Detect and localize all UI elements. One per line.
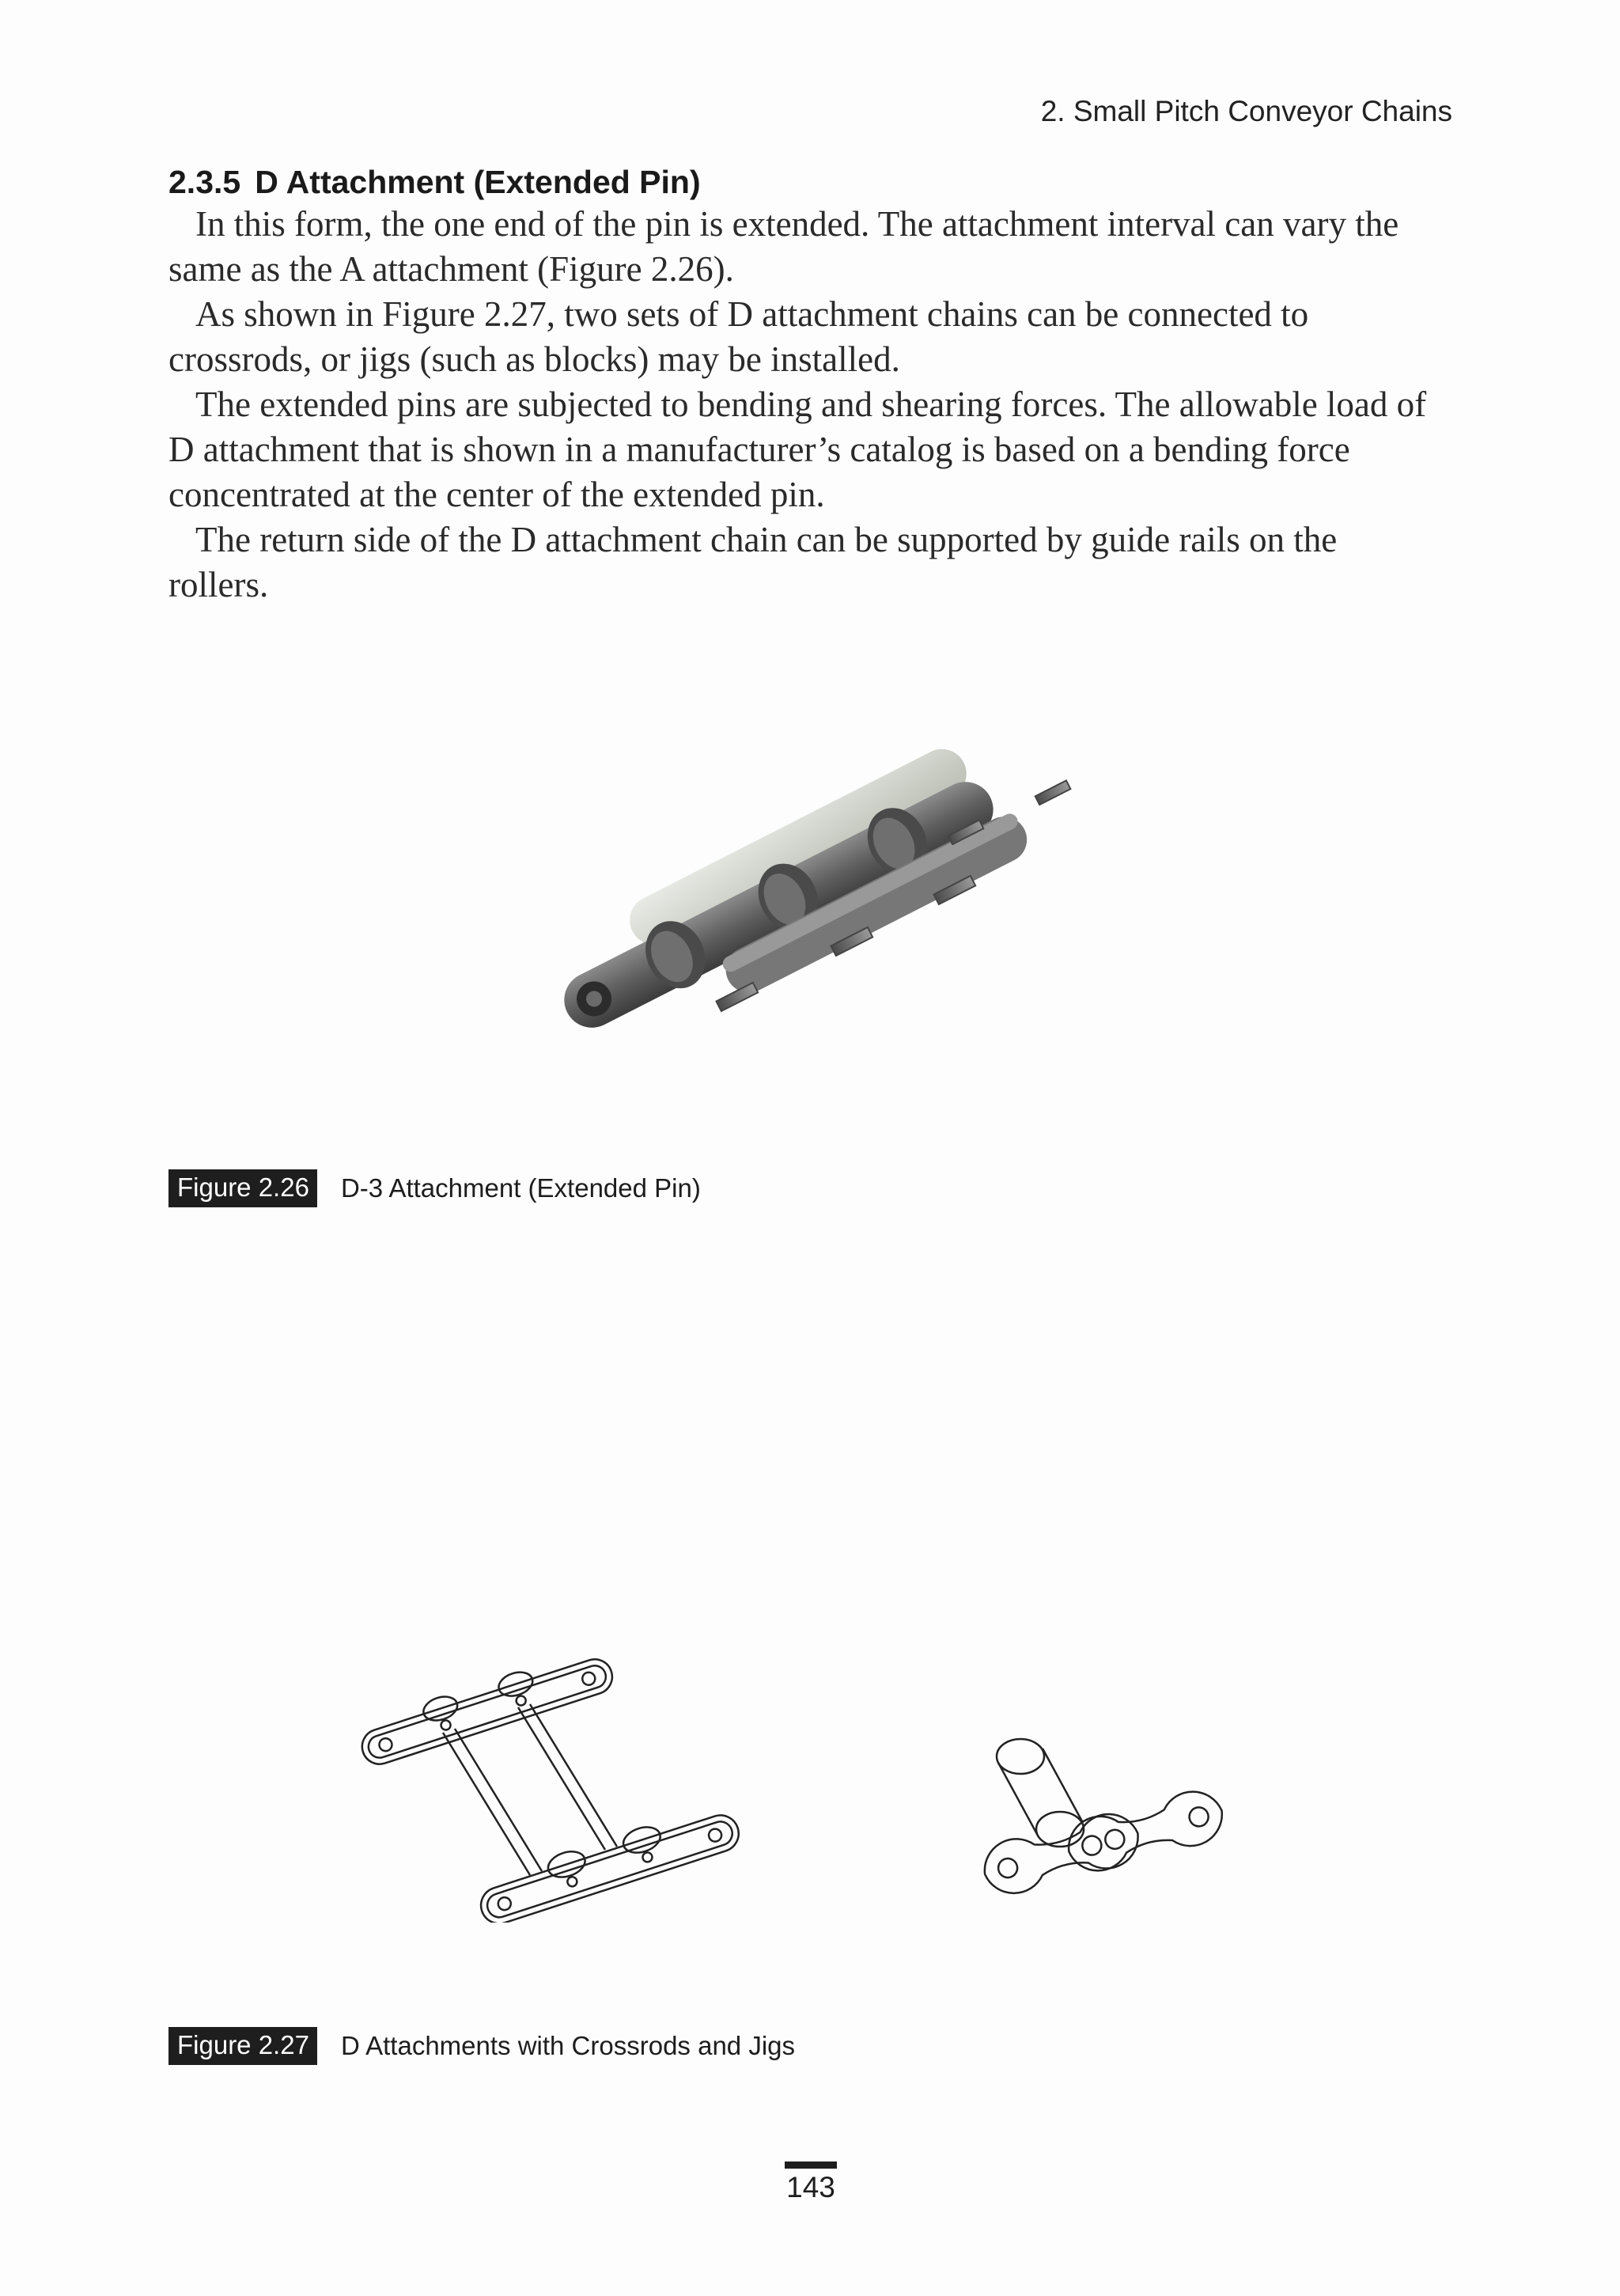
- paragraph: In this form, the one end of the pin is extended. The attachment interval can vary the same as the A attachment (Figure 2.26).: [168, 204, 1399, 289]
- section-number: 2.3.5: [168, 164, 241, 200]
- section-title: D Attachment (Extended Pin): [255, 164, 701, 200]
- page-number: [785, 2161, 837, 2204]
- page-number-bar: [785, 2161, 837, 2169]
- figure-caption: [168, 1169, 701, 1207]
- chain-photo: [490, 712, 1092, 1076]
- body-text: [168, 202, 1442, 608]
- figure-label: Figure 2.27: [168, 2027, 317, 2065]
- page-number-text: 143: [786, 2171, 835, 2203]
- figure-caption: [168, 2027, 795, 2065]
- crossrod-drawing: [348, 1638, 791, 1923]
- section-heading: [168, 164, 701, 201]
- figure-label: Figure 2.26: [168, 1169, 317, 1207]
- figure-caption-text: D Attachments with Crossrods and Jigs: [340, 2031, 796, 2060]
- jig-drawing: [965, 1725, 1234, 1915]
- paragraph: The return side of the D attachment chain can be supported by guide rails on the rollers.: [168, 520, 1338, 604]
- paragraph: The extended pins are subjected to bending and shearing forces. The allowable load of D attachment that is shown in a manufacturer’s catalog is based on a bending force concentrated at the center of the extended pin.: [168, 385, 1427, 514]
- paragraph: As shown in Figure 2.27, two sets of D attachment chains can be connected to crossrods, or jigs (such as blocks) may be installed.: [168, 294, 1309, 379]
- running-head: 2. Small Pitch Conveyor Chains: [1040, 95, 1452, 127]
- figure-caption-text: D-3 Attachment (Extended Pin): [340, 1173, 701, 1203]
